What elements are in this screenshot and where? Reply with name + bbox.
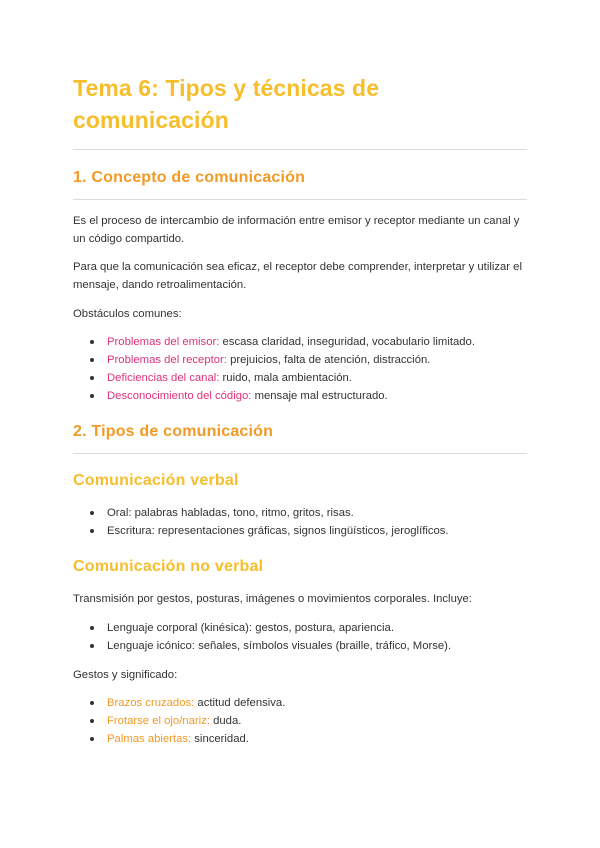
gestures-list [73,694,527,748]
description: prejuicios, falta de atención, distracción. [226,354,431,366]
subsection-heading-verbal: Comunicación verbal [73,472,239,489]
list-item: Escritura: representaciones gráficas, signos lingüísticos, jeroglíficos. [73,522,527,540]
description: mensaje mal estructurado. [251,390,388,402]
subsection-heading-nonverbal: Comunicación no verbal [73,558,264,575]
section-divider [73,453,527,454]
section-heading-concepto: 1. Concepto de comunicación [73,169,306,186]
gestures-intro: Gestos y significado: [73,669,178,681]
description: ruido, mala ambientación. [219,372,352,384]
section-divider [73,199,527,200]
description: actitud defensiva. [194,697,286,709]
term: Deficiencias del canal: [107,372,220,384]
section-heading-tipos: 2. Tipos de comunicación [73,423,274,440]
verbal-list [73,504,527,540]
obstacles-intro: Obstáculos comunes: [73,308,182,320]
list-item: Lenguaje icónico: señales, símbolos visuales (braille, tráfico, Morse). [73,637,527,655]
term: Problemas del emisor: [107,336,220,348]
term: Frotarse el ojo/nariz: [107,715,210,727]
paragraph-efficacy: Para que la comunicación sea eficaz, el receptor debe comprender, interpretar y utilizar el mensaje, dando retroalimentación. [73,261,522,291]
nonverbal-list [73,619,527,655]
description: escasa claridad, inseguridad, vocabulario limitado. [219,336,475,348]
list-item [73,730,527,748]
list-item: Oral: palabras habladas, tono, ritmo, gritos, risas. [73,504,527,522]
list-item: Lenguaje corporal (kinésica): gestos, postura, apariencia. [73,619,527,637]
list-item [73,351,527,369]
list-item [73,387,527,405]
list-item [73,369,527,387]
term: Desconocimiento del código: [107,390,252,402]
list-item [73,333,527,351]
title-divider [73,149,527,150]
description: sinceridad. [191,733,249,745]
paragraph-definition: Es el proceso de intercambio de información entre emisor y receptor mediante un canal y un código compartido. [73,215,520,245]
document-content [73,72,527,748]
list-item [73,712,527,730]
list-item [73,694,527,712]
obstacles-list [73,333,527,405]
term: Palmas abiertas: [107,733,192,745]
nonverbal-intro: Transmisión por gestos, posturas, imágenes o movimientos corporales. Incluye: [73,593,472,605]
description: duda. [209,715,242,727]
term: Brazos cruzados: [107,697,195,709]
term: Problemas del receptor: [107,354,227,366]
page-title: Tema 6: Tipos y técnicas de comunicación [73,75,380,133]
